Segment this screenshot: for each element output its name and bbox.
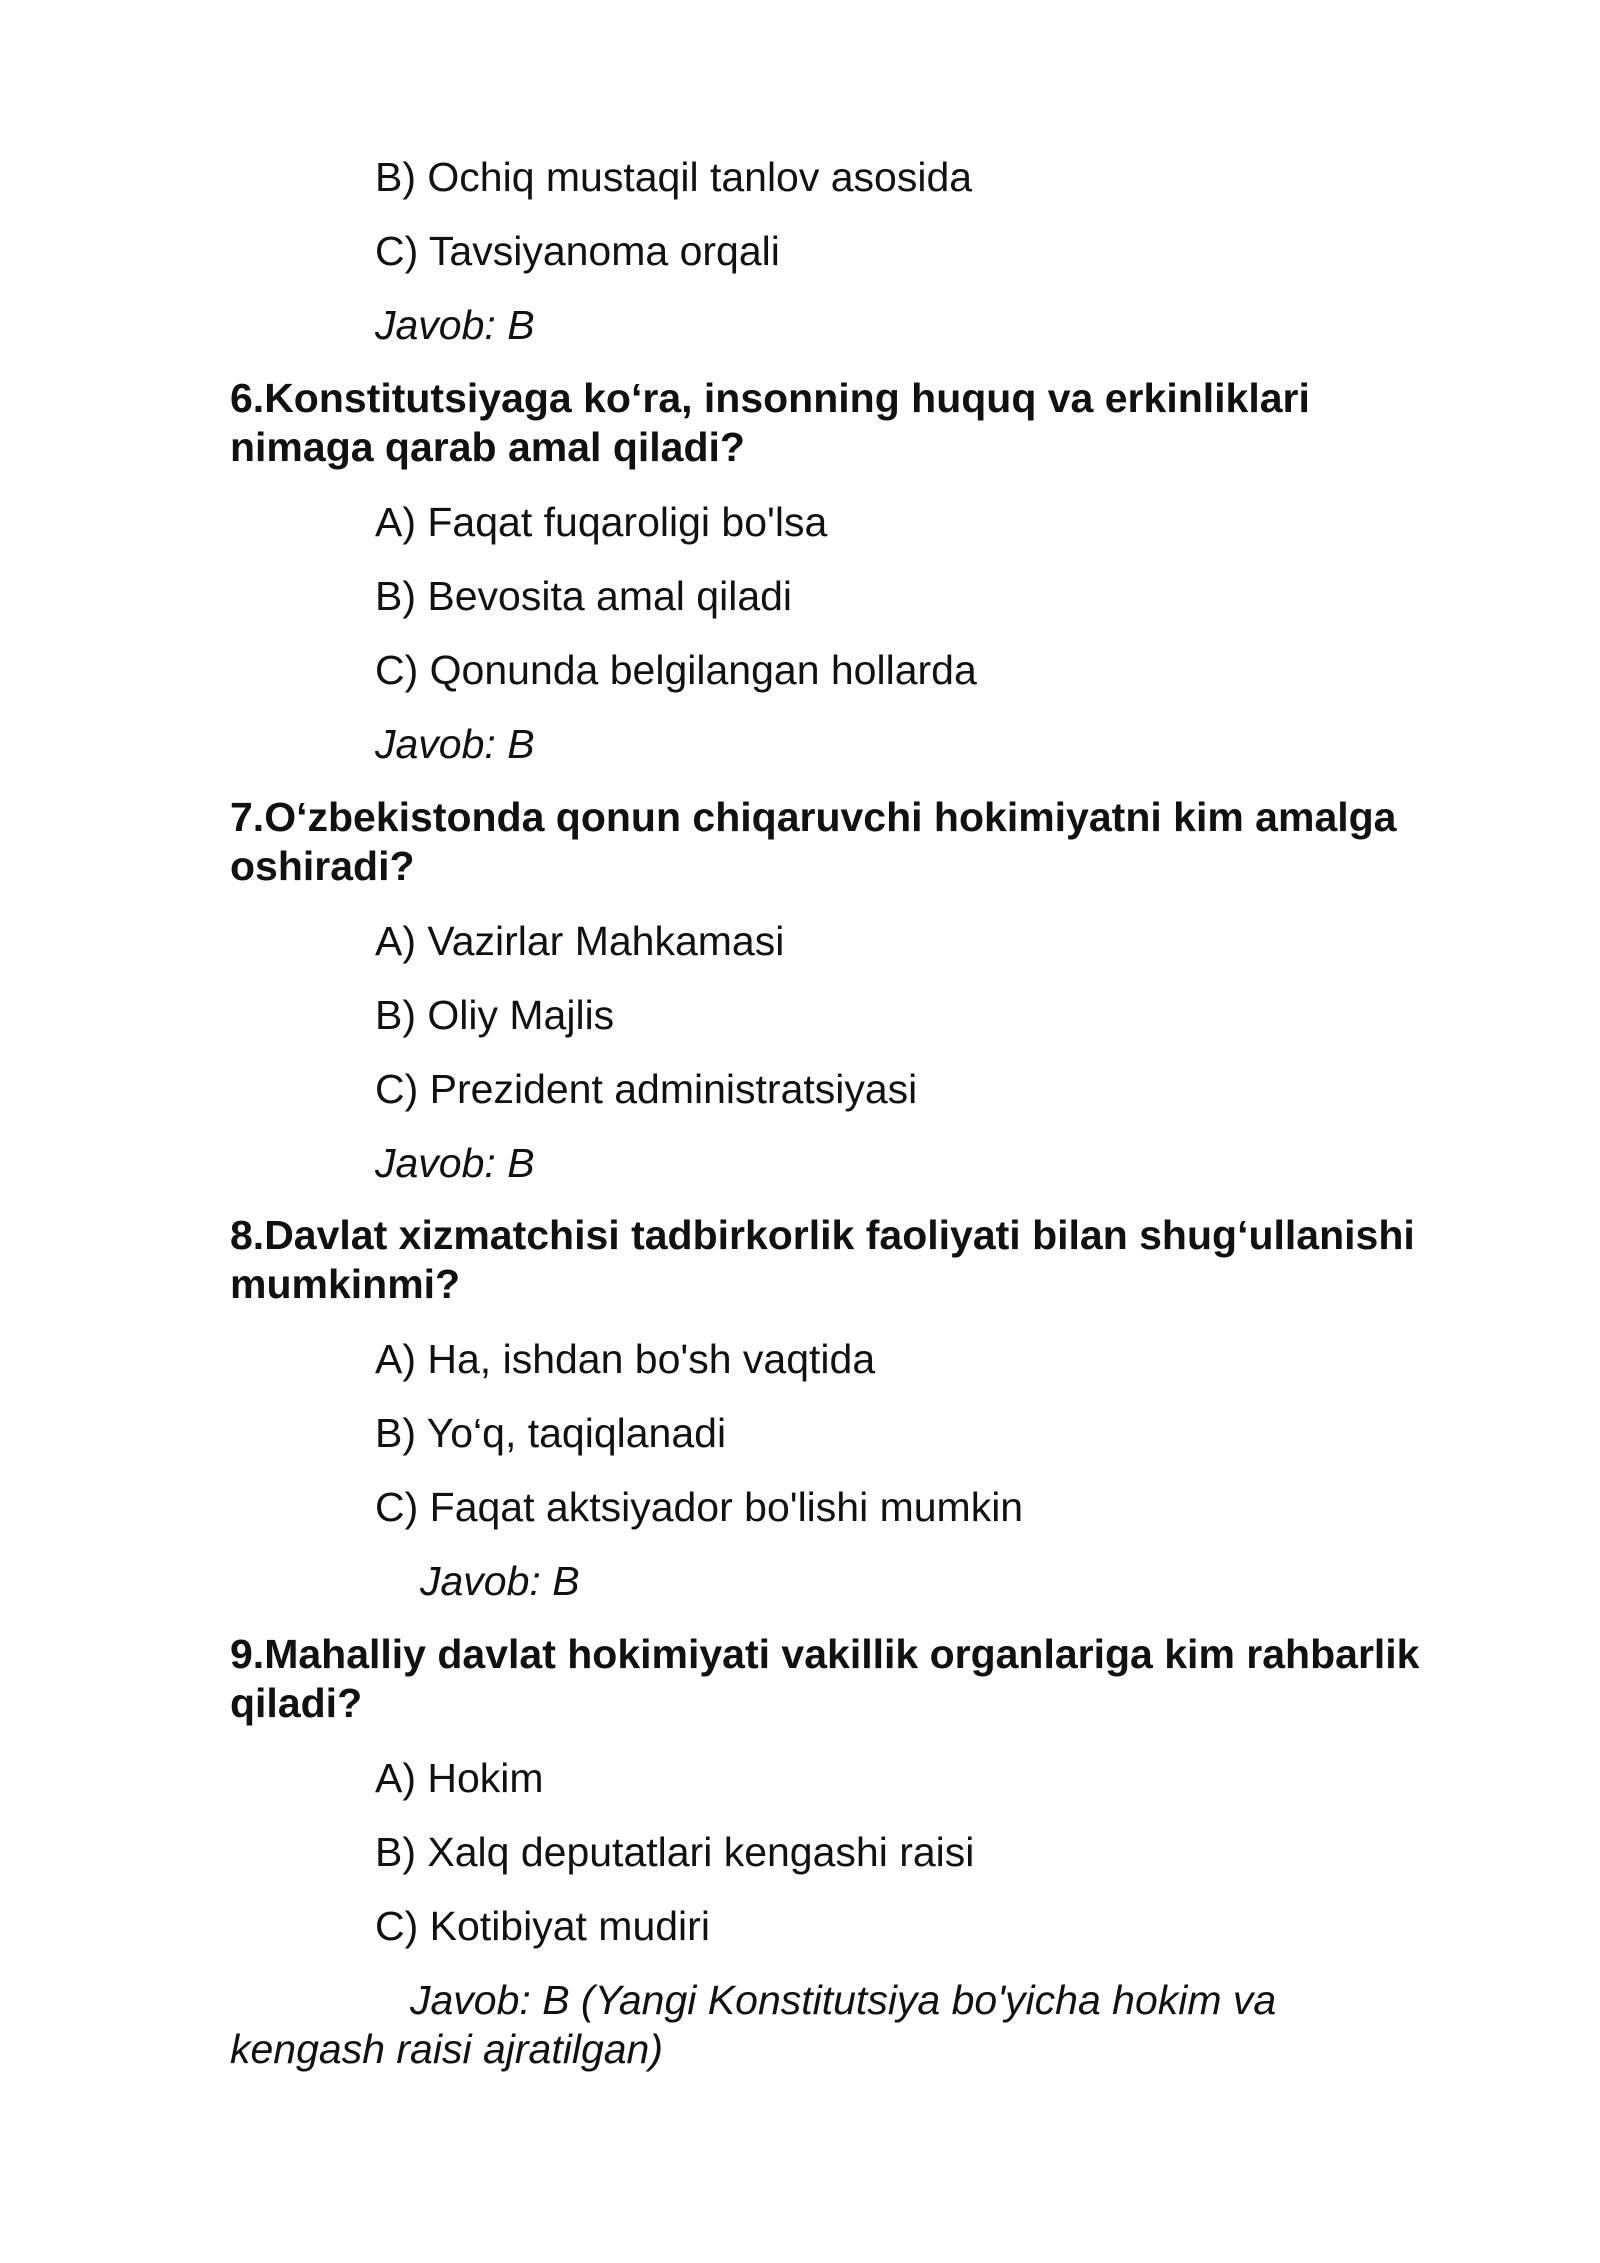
q9-answer-line1: Javob: B (Yangi Konstitutsiya bo'yicha hokim va bbox=[410, 1977, 1277, 2023]
q8-question-line1: 8.Davlat xizmatchisi tadbirkorlik faoliyati bilan shug‘ullanishi bbox=[230, 1212, 1415, 1258]
q7-option-a: A) Vazirlar Mahkamasi bbox=[375, 918, 785, 964]
q7-question-line2: oshiradi? bbox=[230, 843, 415, 889]
q7-answer: Javob: B bbox=[375, 1140, 535, 1186]
q8-question-line2: mumkinmi? bbox=[230, 1261, 461, 1307]
q6-option-c: C) Qonunda belgilangan hollarda bbox=[375, 647, 977, 693]
q6-question-line2: nimaga qarab amal qiladi? bbox=[230, 424, 745, 470]
q9-option-c: C) Kotibiyat mudiri bbox=[375, 1903, 710, 1949]
q6-question-line1: 6.Konstitutsiyaga ko‘ra, insonning huquq va erkinliklari bbox=[230, 375, 1310, 421]
q8-option-a: A) Ha, ishdan bo'sh vaqtida bbox=[375, 1336, 876, 1382]
q6-answer: Javob: B bbox=[375, 721, 535, 767]
q9-option-b: B) Xalq deputatlari kengashi raisi bbox=[375, 1829, 975, 1875]
q8-answer: Javob: B bbox=[420, 1558, 580, 1604]
q5-option-c: C) Tavsiyanoma orqali bbox=[375, 228, 780, 274]
q5-option-b: B) Ochiq mustaqil tanlov asosida bbox=[375, 154, 973, 200]
q8-option-b: B) Yo‘q, taqiqlanadi bbox=[375, 1410, 727, 1456]
q9-option-a: A) Hokim bbox=[375, 1755, 544, 1801]
q7-option-b: B) Oliy Majlis bbox=[375, 992, 615, 1038]
q9-answer-line2: kengash raisi ajratilgan) bbox=[230, 2026, 664, 2072]
q7-option-c: C) Prezident administratsiyasi bbox=[375, 1066, 918, 1112]
q6-option-b: B) Bevosita amal qiladi bbox=[375, 573, 793, 619]
q6-option-a: A) Faqat fuqaroligi bo'lsa bbox=[375, 499, 828, 545]
q8-option-c: C) Faqat aktsiyador bo'lishi mumkin bbox=[375, 1484, 1024, 1530]
q9-question-line2: qiladi? bbox=[230, 1680, 363, 1726]
q5-answer: Javob: B bbox=[375, 302, 535, 348]
q7-question-line1: 7.O‘zbekistonda qonun chiqaruvchi hokimiyatni kim amalga bbox=[230, 794, 1397, 840]
q9-question-line1: 9.Mahalliy davlat hokimiyati vakillik organlariga kim rahbarlik bbox=[230, 1631, 1420, 1677]
